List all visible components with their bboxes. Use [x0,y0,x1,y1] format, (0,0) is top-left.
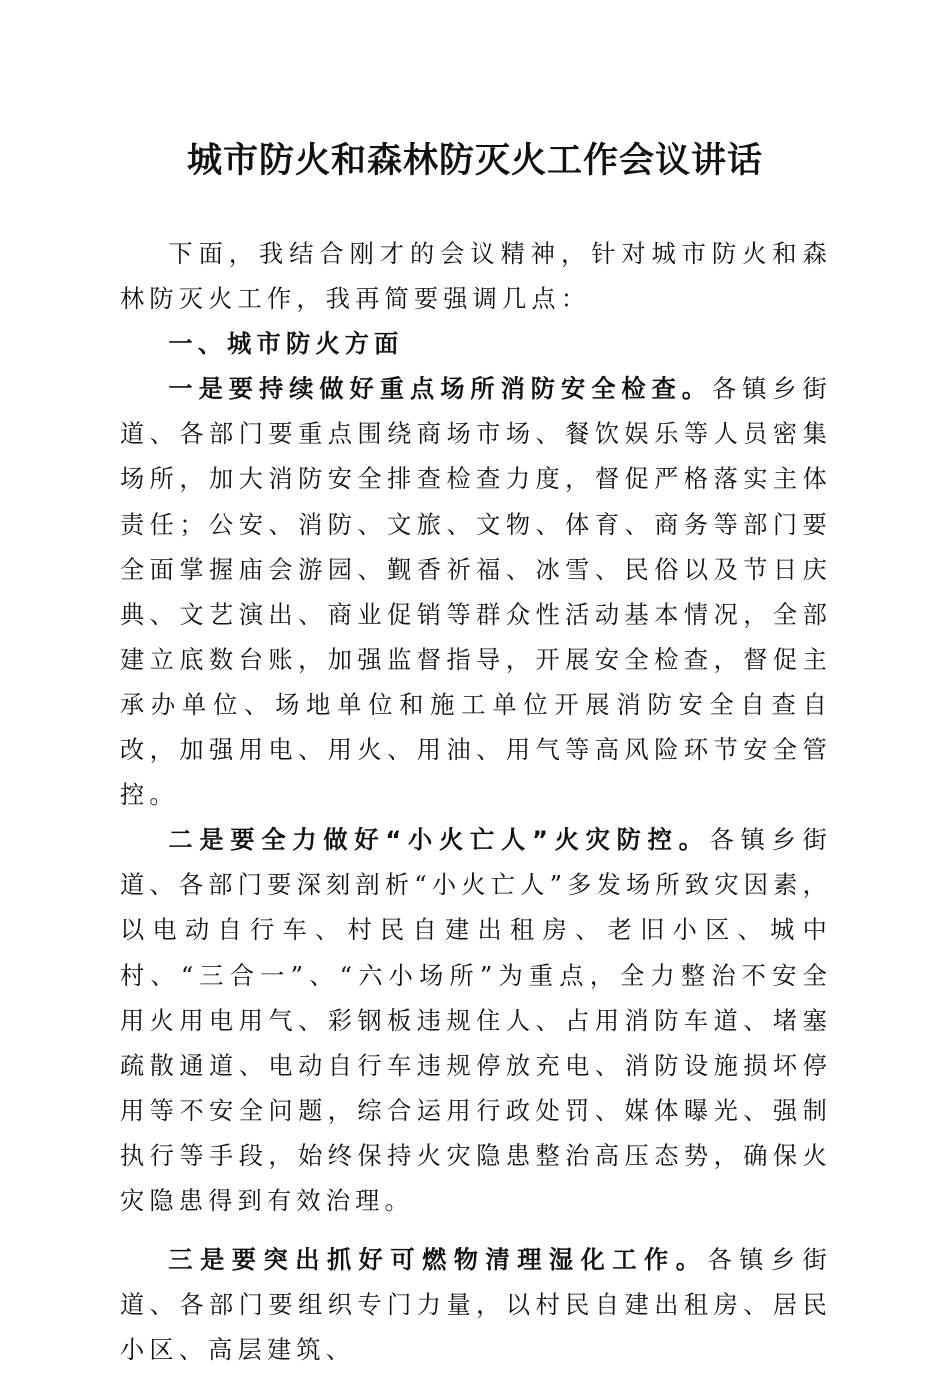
point-paragraph-3 [120,1238,832,1373]
point-lead-1: 一是要持续做好重点场所消防安全检查。 [168,375,712,404]
section-heading: 一、城市防火方面 [168,330,404,359]
point-lead-3: 三是要突出抓好可燃物清理湿化工作。 [168,1246,708,1275]
point-paragraph-2 [120,818,832,1224]
point-text-2: 各镇乡街道、各部门要深刻剖析“小火亡人”多发场所致灾因素，以电动自行车、村民自建出租房、老旧小区、城中村、“三合一”、“六小场所”为重点，全力整治不安全用火用电用气、彩钢板违规住人、占用消防车道、堵塞疏散通道、电动自行车违规停放充电、消防设施损坏停用等不安全问题，综合运用行政处罚、媒体曝光、强制执行等手段，始终保持火灾隐患整治高压态势，确保火灾隐患得到有效治理。 [120,826,832,1215]
point-lead-2: 二是要全力做好“小火亡人”火灾防控。 [168,826,710,855]
point-paragraph-1 [120,367,832,818]
intro-paragraph: 下面，我结合刚才的会议精神，针对城市防火和森林防灭火工作，我再简要强调几点： [120,240,832,314]
point-text-3: 各镇乡街道、各部门要组织专门力量，以村民自建出租房、居民小区、高层建筑、 [120,1246,832,1365]
point-text-1: 各镇乡街道、各部门要重点围绕商场市场、餐饮娱乐等人员密集场所，加大消防安全排查检查力度，督促严格落实主体责任；公安、消防、文旅、文物、体育、商务等部门要全面掌握庙会游园、觐香祈福、冰雪、民俗以及节日庆典、文艺演出、商业促销等群众性活动基本情况，全部建立底数台账，加强监督指导，开展安全检查，督促主承办单位、场地单位和施工单位开展消防安全自查自改，加强用电、用火、用油、用气等高风险环节安全管控。 [120,375,832,810]
document-body [120,232,832,1373]
document-title: 城市防火和森林防灭火工作会议讲话 [186,141,763,181]
